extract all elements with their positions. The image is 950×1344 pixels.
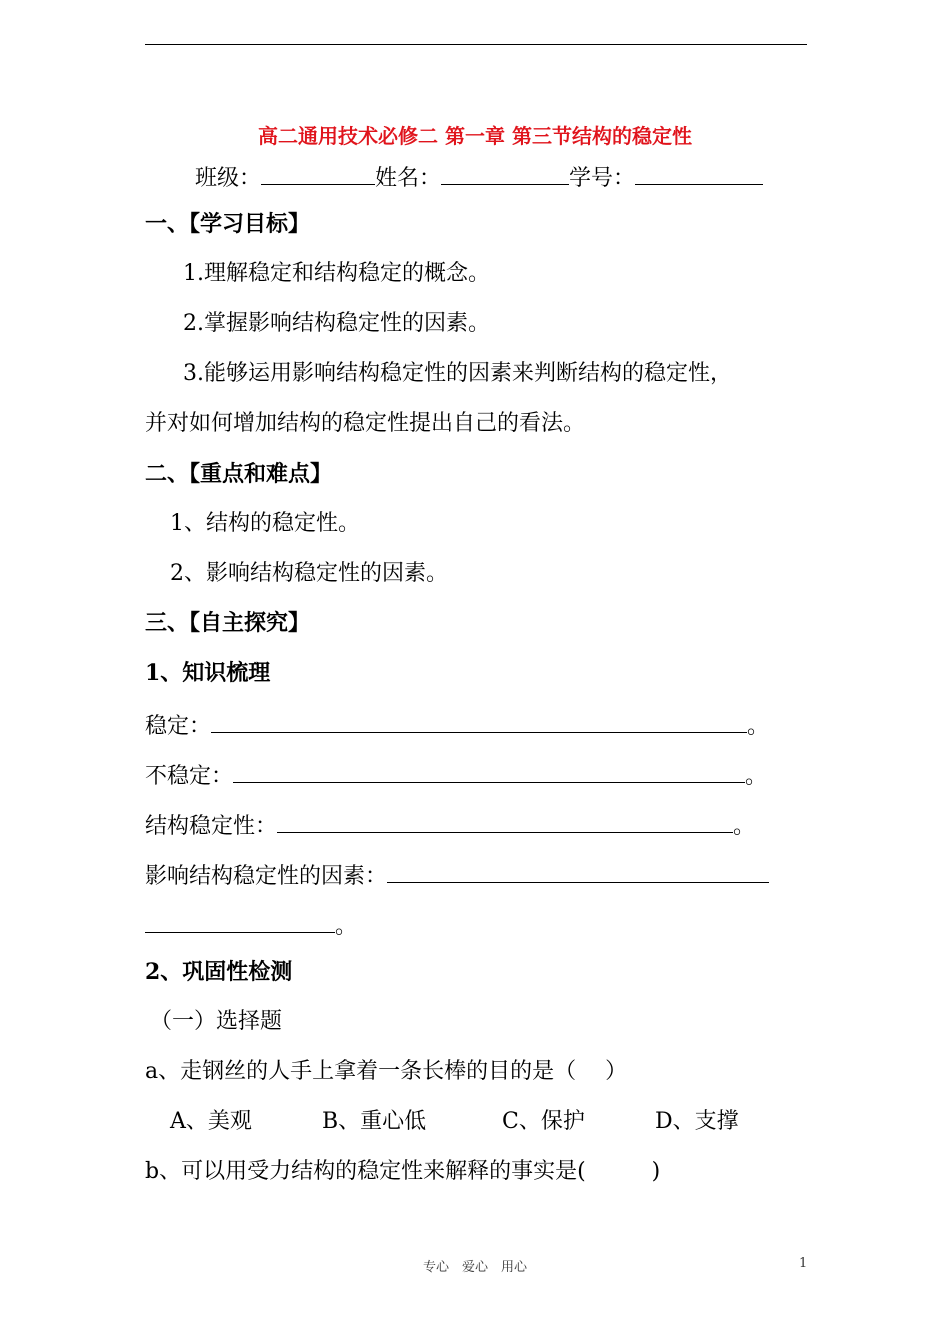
question-b: b、可以用受力结构的稳定性来解释的事实是( ): [145, 1159, 661, 1184]
fill-structural: [145, 808, 755, 842]
fill-factors-continued: [145, 908, 357, 942]
objective-1: 1.理解稳定和结构稳定的概念。: [183, 261, 490, 286]
end-mark: 。: [747, 714, 770, 739]
factors-label: 影响结构稳定性的因素：: [145, 864, 388, 889]
question-a: a、走钢丝的人手上拿着一条长棒的目的是（ ）: [145, 1059, 628, 1084]
question-a-options: [170, 1107, 739, 1137]
structural-blank[interactable]: [277, 808, 733, 833]
name-label: 姓名：: [375, 166, 442, 191]
stable-label: 稳定：: [145, 714, 212, 739]
document-title: 高二通用技术必修二 第一章 第三节结构的稳定性: [258, 124, 692, 148]
structural-label: 结构稳定性：: [145, 814, 278, 839]
subsection-1-heading: 1、知识梳理: [145, 660, 271, 686]
unstable-blank[interactable]: [233, 758, 745, 783]
option-b[interactable]: B、重心低: [322, 1109, 427, 1134]
id-label: 学号：: [569, 166, 636, 191]
fill-stable: [145, 708, 769, 742]
factors-blank[interactable]: [387, 858, 769, 883]
header-rule: [145, 44, 807, 45]
class-label: 班级：: [195, 166, 262, 191]
choice-heading: （一）选择题: [150, 1009, 283, 1034]
id-blank[interactable]: [635, 160, 763, 185]
class-blank[interactable]: [261, 160, 375, 185]
section-2-heading: 二、【重点和难点】: [145, 461, 333, 487]
section-1-heading: 一、【学习目标】: [145, 211, 311, 237]
section-3-heading: 三、【自主探究】: [145, 610, 311, 636]
option-c[interactable]: C、保护: [502, 1109, 585, 1134]
objective-2: 2.掌握影响结构稳定性的因素。: [183, 311, 490, 336]
fill-factors: [145, 858, 769, 892]
factors-blank-continued[interactable]: [145, 908, 335, 933]
objective-3-continued: 并对如何增加结构的稳定性提出自己的看法。: [145, 411, 586, 436]
option-d[interactable]: D、支撑: [655, 1109, 739, 1134]
end-mark: 。: [745, 764, 768, 789]
footer-slogan: 专心 爱心 用心: [422, 1260, 527, 1275]
subsection-2-heading: 2、巩固性检测: [145, 959, 293, 985]
fill-unstable: [145, 758, 767, 792]
key-point-1: 1、结构的稳定性。: [170, 511, 360, 536]
option-a[interactable]: A、美观: [170, 1109, 252, 1134]
end-mark: 。: [733, 814, 756, 839]
stable-blank[interactable]: [211, 708, 747, 733]
end-mark: 。: [335, 914, 358, 939]
unstable-label: 不稳定：: [145, 764, 234, 789]
key-point-2: 2、影响结构稳定性的因素。: [170, 561, 448, 586]
page-number: 1: [799, 1256, 808, 1271]
name-blank[interactable]: [441, 160, 569, 185]
objective-3: 3.能够运用影响结构稳定性的因素来判断结构的稳定性，: [183, 361, 732, 386]
student-info-row: [195, 160, 763, 194]
